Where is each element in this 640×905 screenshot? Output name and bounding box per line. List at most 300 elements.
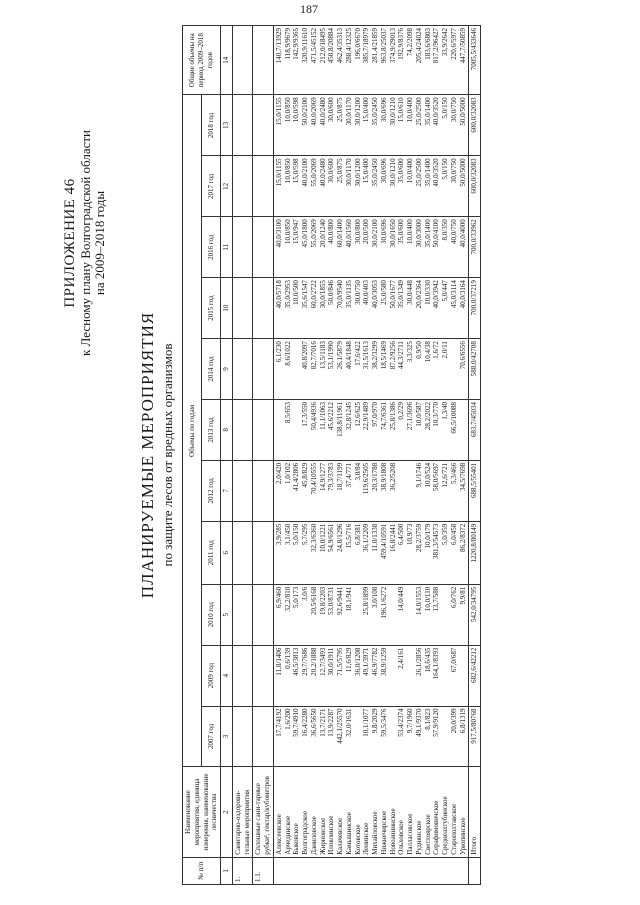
value: 10,0/1221	[318, 523, 327, 552]
total-value: 700,0/33962	[469, 217, 481, 278]
year-values-cell	[273, 399, 469, 460]
column-index: 9	[221, 339, 233, 400]
appendix-title: ПРИЛОЖЕНИЕ 46	[62, 178, 78, 308]
value: 30,0/1210	[388, 158, 397, 187]
value: 3,3/325	[406, 341, 414, 363]
value: 1,3/40	[441, 401, 449, 420]
value: 34,5/7698	[458, 462, 467, 492]
value: 50,0/5000	[458, 158, 467, 187]
value: 12,6/625	[353, 401, 362, 427]
value: 45,0/3114	[449, 280, 458, 309]
value: 30,0/1650	[388, 219, 397, 248]
value: 25,0/580	[379, 280, 388, 305]
value: 10,0/587	[414, 401, 423, 427]
forestry-name: Жирновское	[318, 817, 327, 855]
header-year: 2014 год	[202, 339, 221, 400]
value: 20,0/399	[449, 708, 458, 734]
value: 79,3/3783	[327, 462, 336, 492]
value: 40,0/3520	[432, 158, 441, 187]
value: 6,9/460	[274, 586, 283, 608]
total-value: 7005,5/433646	[469, 26, 481, 95]
value: 963,8/25037	[379, 28, 388, 64]
value: 38,2/3299	[371, 341, 379, 370]
value: 40,0/403	[362, 280, 371, 305]
value: 5,3/466	[449, 462, 458, 485]
value: 6,8/1319	[458, 708, 467, 734]
forestry-name: Старополтавское	[449, 803, 458, 855]
value: 18,6/435	[423, 647, 432, 673]
value: 30,0/1210	[388, 97, 397, 126]
value: 8,1/823	[423, 708, 432, 730]
value: 60,0/2722	[309, 280, 318, 309]
value: 59,5/3476	[379, 708, 388, 737]
value: 66,5/10088	[449, 401, 458, 434]
year-values-cell	[273, 460, 469, 521]
year-values-cell	[273, 278, 469, 339]
value: 87,2/9256	[388, 341, 397, 370]
value: 50,0/1677	[388, 280, 397, 309]
value: 32,0/1631	[344, 708, 353, 737]
year-values-cell	[273, 156, 469, 217]
header-year: 2009 год	[202, 645, 221, 706]
years-header-row	[202, 26, 221, 885]
value: 13,7/588	[432, 586, 441, 612]
value: 10,1/1077	[362, 708, 371, 737]
value: 86,2/8372	[458, 523, 467, 552]
value: 35,0/2450	[371, 158, 379, 187]
value: 5,0/150	[441, 97, 449, 119]
value: 6,0/458	[449, 523, 458, 545]
value: 20,5/6168	[309, 586, 318, 615]
value: 320,9/11610	[301, 28, 309, 63]
value: 10,0/400	[406, 158, 414, 184]
value: 40,0/2100	[301, 158, 309, 187]
column-index: 8	[221, 399, 233, 460]
value: 13,7/2171	[318, 708, 327, 737]
value: 45,6/2212	[327, 401, 336, 431]
value: 10,0/850	[283, 158, 292, 184]
year-values-cell	[273, 95, 469, 156]
forestry-data-row	[273, 26, 469, 885]
value: 471,5/45152	[309, 28, 318, 64]
value: 3,9/285	[274, 523, 283, 545]
value: 381,3/54573	[432, 523, 441, 559]
value: 40,0/1560	[344, 219, 353, 248]
value: 2,4/161	[397, 647, 406, 669]
page-title: ПЛАНИРУЕМЫЕ МЕРОПРИЯТИЯ	[138, 311, 157, 599]
value: 26,1/2856	[414, 647, 423, 676]
value: 36,2/5208	[388, 462, 397, 492]
value	[406, 587, 415, 643]
year-values-cell	[273, 217, 469, 278]
value: 53,4/2374	[397, 708, 406, 737]
value: 30,0/750	[353, 280, 362, 305]
value: 15,0/1155	[274, 97, 283, 126]
value: 25,0/2500	[414, 97, 423, 126]
value: 281,4/21859	[371, 28, 379, 64]
value: 35,6/1547	[301, 280, 309, 309]
value: 17,3/550	[301, 401, 309, 427]
value: 220,6/5977	[449, 28, 458, 60]
value: 288,4/12325	[344, 28, 353, 64]
total-value: 600,0/32083	[469, 156, 481, 217]
value: 82,7/7016	[309, 341, 318, 370]
value: 15,0/598	[292, 158, 301, 184]
column-index: 4	[221, 645, 233, 706]
value: 30,0/750	[449, 158, 458, 184]
value: 40,0/2480	[318, 158, 327, 187]
column-index: 12	[221, 156, 233, 217]
value: 19,8/2203	[318, 586, 327, 615]
value: 22,9/1489	[362, 401, 371, 431]
value: 25,8/1386	[388, 401, 397, 431]
value: 30,0/1170	[344, 158, 353, 187]
value: 142,9/9365	[292, 28, 301, 60]
value: 58,0/5697	[432, 462, 441, 492]
value: 30,0/3000	[414, 219, 423, 248]
value: 41,4/2806	[292, 462, 301, 492]
value: 17,6/422	[353, 341, 362, 366]
value: 53,0/8731	[327, 586, 336, 615]
value: 450,8/20884	[327, 28, 336, 64]
value: 817,2/96427	[432, 28, 441, 64]
value: 20,3/1788	[371, 462, 379, 492]
value: 29,7/7686	[301, 647, 309, 676]
value: 14,9/1277	[318, 462, 327, 492]
value: 212,0/18495	[318, 28, 327, 64]
value: 196,1/6272	[379, 586, 388, 619]
value: 70,6/6556	[458, 341, 467, 370]
value	[354, 709, 363, 765]
value: 10,0/110	[423, 586, 432, 612]
forestry-name: Нижнечирское	[379, 810, 388, 855]
forestry-name: Камышинское	[344, 812, 353, 855]
value: 138,8/11961	[336, 401, 344, 437]
value: 9,9/81	[458, 586, 467, 605]
header-volumes: Объемы по годам	[183, 95, 202, 767]
value: 20,0/2364	[414, 280, 423, 309]
value: 374,9/29013	[388, 28, 397, 64]
forestry-name: Даниловское	[309, 816, 318, 855]
value: 45,8/829	[301, 462, 309, 488]
value: 13,9/2287	[327, 708, 336, 737]
value: 40,0/2480	[318, 97, 327, 126]
value: 14,0/1553	[414, 586, 423, 615]
value	[354, 587, 363, 643]
value: 1,0/102	[283, 462, 292, 485]
value: 25,8/1899	[362, 586, 371, 615]
value: 28,2/2022	[423, 401, 432, 431]
section-row-1	[232, 26, 253, 885]
value: 20,0/1240	[318, 219, 327, 248]
value: 10,0/500	[292, 280, 301, 305]
value: 50,0/846	[327, 280, 336, 305]
value: 15,0/1155	[274, 158, 283, 187]
section-name: Санитарно-оздорови-тельные мероприятия	[232, 767, 253, 857]
forestry-name: Волгоградское	[301, 811, 309, 855]
value: 57,9/9120	[432, 708, 441, 737]
value: 10,0/598	[292, 97, 301, 123]
value: 2,0/11	[441, 341, 449, 359]
value: 40,0/800	[327, 219, 336, 244]
value: 205,4/24024	[414, 28, 423, 64]
value: 53,1/1990	[327, 341, 336, 370]
value	[397, 463, 406, 519]
value: 0,2/29	[397, 401, 406, 420]
value: 164,1/8393	[432, 647, 441, 680]
value: 35,0/1400	[423, 219, 432, 248]
year-values-cell	[273, 645, 469, 706]
value: 32,8/1245	[344, 401, 353, 431]
value: 40,0/5718	[274, 280, 283, 309]
header-year: 2012 год	[202, 460, 221, 521]
value: 37,4/771	[344, 462, 353, 488]
column-index: 11	[221, 217, 233, 278]
value: 5,0/447	[441, 280, 449, 302]
value: 9,1/1746	[414, 462, 423, 488]
value: 15,0/947	[292, 219, 301, 244]
forestry-name: Среднеахтубинское	[441, 796, 449, 855]
appendix-subtitle-line1: к Лесному плану Волгоградской области	[77, 129, 93, 357]
value: 3,0/84	[353, 462, 362, 481]
value: 15,0/400	[362, 97, 371, 123]
value: 70,4/10555	[309, 462, 318, 495]
value: 59,7/4910	[292, 708, 301, 737]
value: 16,8/2441	[388, 523, 397, 552]
value	[389, 648, 398, 704]
column-index: 2	[221, 767, 233, 857]
value: 30,0/1855	[318, 280, 327, 309]
header-year: 2018 год	[202, 95, 221, 156]
value: 40,4/1848	[344, 341, 353, 370]
value: 28,2/3759	[414, 523, 423, 552]
value: 36,6/5650	[309, 708, 318, 737]
forestry-name: Михайловское	[371, 811, 379, 855]
value: 11,6/829	[344, 647, 353, 673]
value: 8,6/1022	[283, 341, 292, 366]
value: 20,2/1888	[309, 647, 318, 676]
value: 44,3/2711	[397, 341, 406, 369]
value: 67,0/687	[449, 647, 458, 673]
value: 9,8/2029	[371, 708, 379, 734]
value: 13,5/1183	[318, 341, 327, 369]
header-no: № п/п	[183, 857, 221, 884]
value: 36,1/2209	[362, 523, 371, 552]
header-year: 2007 год	[202, 706, 221, 767]
value: 30,0/448	[406, 280, 414, 305]
value: 30,0/696	[379, 219, 388, 244]
value: 49,1/3971	[362, 647, 371, 676]
year-values-cell	[273, 339, 469, 400]
value: 38,9/1808	[379, 462, 388, 492]
page-subtitle: по защите лесов от вредных организмов	[160, 343, 175, 567]
value: 18,7/1199	[336, 462, 344, 491]
value: 40,0/750	[449, 219, 458, 244]
value: 10,0/400	[406, 219, 414, 244]
value: 10,0/850	[283, 97, 292, 123]
subsection-no: 1.1.	[253, 857, 274, 884]
value: 192,9/8376	[397, 28, 406, 60]
forestry-name: Котовское	[353, 824, 362, 855]
subsection-name: Сплошные сани-тарные рубки¹, гектар/кубометров	[253, 767, 274, 857]
value: 6,1/230	[274, 341, 283, 363]
value: 54,9/6561	[327, 523, 336, 552]
value: 6,8/381	[353, 523, 362, 545]
value: 0,6/139	[283, 647, 292, 669]
forestry-name: Иловлинское	[327, 815, 336, 855]
value: 15,0/610	[397, 97, 406, 123]
value: 27,1/3696	[406, 401, 414, 431]
value: 70,0/9540	[336, 280, 344, 309]
value: 15,5/716	[344, 523, 353, 549]
value	[406, 463, 415, 519]
column-index: 7	[221, 460, 233, 521]
column-index: 10	[221, 278, 233, 339]
value: 30,0/600	[327, 97, 336, 123]
value: 1,6/72	[432, 341, 441, 359]
value: 40,0/3164	[458, 280, 467, 309]
total-value: 600,0/32083	[469, 95, 481, 156]
value: 46,9/7782	[371, 647, 379, 676]
value	[441, 648, 450, 704]
column-index: 6	[221, 521, 233, 584]
value: 10,3/770	[432, 401, 441, 427]
column-index: 13	[221, 95, 233, 156]
value: 6,4/500	[397, 523, 406, 545]
value: 2,0/420	[274, 462, 283, 485]
year-values-cell	[273, 26, 469, 95]
value: 55,0/2069	[309, 158, 318, 187]
value: 0,9/50	[414, 341, 423, 359]
value: 30,0/800	[353, 219, 362, 244]
value: 40,0/3053	[371, 280, 379, 309]
value: 20,0/500	[362, 219, 371, 244]
appendix-label	[62, 113, 107, 373]
value: 50,0/2100	[301, 97, 309, 126]
header-year: 2013 год	[202, 399, 221, 460]
value: 30,0/696	[379, 158, 388, 184]
value	[406, 648, 415, 704]
value: 31,5/1613	[362, 341, 371, 370]
value: 10,0/330	[423, 280, 432, 305]
value: 14,0/449	[397, 586, 406, 612]
value: 35,0/1400	[423, 97, 432, 126]
landscape-sheet	[10, 25, 630, 885]
value: 32,3/6360	[309, 523, 318, 552]
forestry-name: Алексеевское	[274, 814, 283, 855]
total-value: 588,0/42708	[469, 339, 481, 400]
total-value: 542,0/34795	[469, 584, 481, 645]
value: 30,0/1911	[327, 647, 336, 676]
appendix-subtitle-line2: на 2009–2018 годы	[91, 190, 107, 296]
value: 10,0/850	[283, 219, 292, 244]
forestry-name: Урюпинское	[458, 817, 467, 855]
column-index-row	[221, 26, 233, 885]
value: 10,9/73	[406, 523, 414, 545]
value: 9,7/1960	[406, 708, 414, 734]
value: 30,0/696	[379, 97, 388, 123]
value: 45,0/1800	[301, 219, 309, 248]
header-total: Общие объемы на период 2009–2018 годов	[183, 26, 221, 95]
value: 5,0/359	[441, 523, 449, 545]
value: 459,4/10591	[379, 523, 388, 559]
value: 35,0/2450	[371, 97, 379, 126]
value: 74,7/6361	[379, 401, 388, 431]
value: 40,0/3520	[432, 97, 441, 126]
value: 26,1/5879	[336, 341, 344, 370]
value	[441, 587, 450, 643]
value	[275, 402, 284, 458]
column-index: 5	[221, 584, 233, 645]
value: 12,6/721	[441, 462, 449, 488]
value: 140,7/13929	[274, 28, 283, 64]
value: 11,8/1406	[274, 647, 283, 676]
value: 10,0/524	[423, 462, 432, 488]
value: 5,0/173	[292, 586, 301, 608]
forestry-name: Ленинское	[362, 822, 371, 855]
value: 50,0/4100	[432, 219, 441, 248]
value	[441, 709, 450, 765]
value: 3,0/108	[371, 586, 379, 608]
header-year: 2017 год	[202, 156, 221, 217]
value: 50,0/5000	[458, 97, 467, 126]
value: 46,5/3813	[292, 647, 301, 676]
value: 5,0/150	[441, 158, 449, 180]
value: 25,0/2500	[414, 158, 423, 187]
total-value: 917,5/80768	[469, 706, 481, 767]
value: 11,1/1063	[318, 401, 327, 430]
total-value: 1220,8/80149	[469, 521, 481, 584]
value: 35,0/1400	[423, 158, 432, 187]
forestry-name: Серафимовичское	[432, 800, 441, 855]
total-value: 688,5/55401	[469, 460, 481, 521]
value: 3,0/6	[301, 586, 309, 601]
forestry-name: Палласовское	[406, 813, 414, 855]
value: 30,0/1200	[353, 158, 362, 187]
total-label: Итого	[469, 767, 481, 857]
value: 35,0/2953	[283, 280, 292, 309]
value: 10,0/179	[423, 523, 432, 549]
value: 30,0/600	[327, 158, 336, 184]
value: 33,9/2642	[441, 28, 449, 57]
value: 1,6/200	[283, 708, 292, 730]
value: 18,1/941	[344, 586, 353, 612]
value: 71,5/5795	[336, 647, 344, 676]
column-index: 1	[221, 857, 233, 884]
value: 36,0/1208	[353, 647, 362, 676]
value	[459, 402, 468, 458]
value: 24,8/1296	[336, 523, 344, 552]
total-value: 700,0/37219	[469, 278, 481, 339]
value: 385,7/18979	[362, 28, 371, 64]
value: 49,1/9370	[414, 708, 423, 737]
value	[450, 341, 459, 397]
value: 60,0/1400	[336, 219, 344, 248]
value: 10,4/38	[423, 341, 432, 363]
value	[459, 648, 468, 704]
value: 30,0/2100	[371, 219, 379, 248]
year-values-cell	[273, 521, 469, 584]
value: 8,0/350	[441, 219, 449, 241]
value: 30,0/1200	[353, 97, 362, 126]
value: 38,9/1259	[379, 647, 388, 676]
value	[389, 709, 398, 765]
value: 40,8/2097	[301, 341, 309, 370]
value: 6,0/762	[449, 586, 458, 608]
forestry-name: Ольховское	[397, 820, 406, 855]
value: 3,1/450	[283, 523, 292, 545]
total-value: 683,7/45034	[469, 399, 481, 460]
